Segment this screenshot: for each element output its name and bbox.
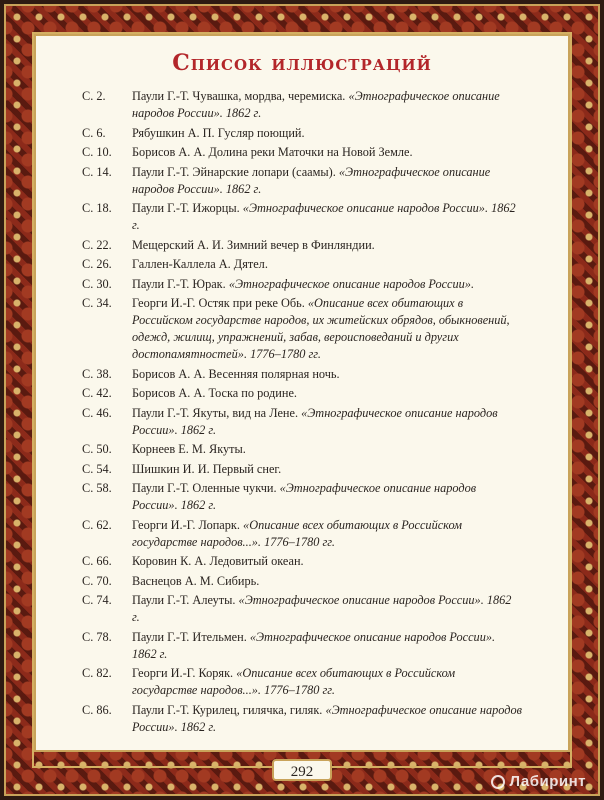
list-item-author-title: Мещерский А. И. Зимний вечер в Финляндии. xyxy=(132,237,375,252)
list-item xyxy=(82,385,522,402)
list-item-source: «Описание всех обитающих в Российском государстве народов, их житейских обрядов, обыкновений, одежд, жилищ, упражнений, забав, вероисповеданий и других достопамятностей». 1776–1780 гг. xyxy=(132,296,510,361)
list-item-text xyxy=(132,480,522,514)
list-item-source: «Этнографическое описание народов России». 1862 г. xyxy=(132,405,498,437)
list-item-text xyxy=(132,256,522,273)
list-item xyxy=(82,629,522,663)
list-item xyxy=(82,237,522,254)
list-item-page: С. 46. xyxy=(82,405,112,420)
list-item-source: «Этнографическое описание народов России». 1862 г. xyxy=(132,629,496,661)
list-item-author-title: Паули Г.-Т. Чувашка, мордва, черемиска. xyxy=(132,89,349,103)
list-item-text xyxy=(132,237,522,254)
list-item-page: С. 42. xyxy=(82,386,112,400)
list-item-page: С. 78. xyxy=(82,629,112,644)
list-item-text xyxy=(132,144,522,161)
list-item xyxy=(82,88,522,122)
list-item xyxy=(82,553,522,570)
list-item-author-title: Корнеев Е. М. Якуты. xyxy=(132,442,246,456)
list-item-source: «Этнографическое описание народов России». 1862 г. xyxy=(132,89,500,120)
list-item-source: «Описание всех обитающих в Российском государстве народов...». 1776–1780 гг. xyxy=(132,517,462,549)
list-item-text xyxy=(132,88,522,122)
list-item xyxy=(82,461,522,478)
list-item xyxy=(82,125,522,142)
list-item-source: «Этнографическое описание народов России». 1862 г. xyxy=(132,164,491,196)
list-item xyxy=(82,573,522,590)
list-item-page: С. 6. xyxy=(82,125,106,140)
list-item xyxy=(82,164,522,198)
list-item-text xyxy=(132,517,522,551)
list-item-page: С. 86. xyxy=(82,702,112,717)
list-item-text xyxy=(132,592,522,626)
list-item-text xyxy=(132,125,522,142)
list-item-text xyxy=(132,553,522,570)
list-item-author-title: Паули Г.-Т. Ижорцы. xyxy=(132,201,243,215)
list-item-text xyxy=(132,164,522,198)
list-item-page: С. 58. xyxy=(82,481,112,495)
list-item-page: С. 54. xyxy=(82,461,112,476)
list-item-author-title: Коровин К. А. Ледовитый океан. xyxy=(132,554,304,568)
list-item-author-title: Паули Г.-Т. Эйнарские лопари (саамы). xyxy=(132,164,339,179)
list-item xyxy=(82,295,522,363)
list-item-text xyxy=(132,385,522,402)
watermark-text: Лабиринт xyxy=(509,773,586,790)
list-item xyxy=(82,441,522,458)
list-item-author-title: Васнецов А. М. Сибирь. xyxy=(132,573,260,588)
list-item-source: «Этнографическое описание народов России». xyxy=(228,276,475,291)
list-item-source: «Этнографическое описание народов России». 1862 г. xyxy=(132,593,512,624)
list-item-page: С. 70. xyxy=(82,573,112,588)
list-item xyxy=(82,276,522,293)
list-item-page: С. 62. xyxy=(82,517,112,532)
page-number: 292 xyxy=(272,759,332,781)
list-item-text xyxy=(132,405,522,439)
list-item-text xyxy=(132,461,522,478)
list-item-page: С. 50. xyxy=(82,442,112,456)
list-item-page: С. 34. xyxy=(82,296,112,310)
illustration-list xyxy=(82,88,522,738)
list-item-page: С. 10. xyxy=(82,145,112,159)
list-item-page: С. 22. xyxy=(82,237,112,252)
list-item-page: С. 2. xyxy=(82,89,106,103)
list-item-text xyxy=(132,702,522,736)
list-item xyxy=(82,592,522,626)
list-item-text xyxy=(132,573,522,590)
list-item-author-title: Рябушкин А. П. Гусляр поющий. xyxy=(132,125,305,140)
list-item xyxy=(82,256,522,273)
list-item-page: С. 30. xyxy=(82,276,112,291)
list-item-source: «Этнографическое описание народов России». 1862 г. xyxy=(132,702,522,734)
list-item-author-title: Паули Г.-Т. Алеуты. xyxy=(132,593,239,607)
list-item-text xyxy=(132,295,522,363)
list-item-page: С. 74. xyxy=(82,593,112,607)
list-item-text xyxy=(132,441,522,458)
list-item-author-title: Паули Г.-Т. Ительмен. xyxy=(132,629,250,644)
list-item-source: «Описание всех обитающих в Российском государстве народов...». 1776–1780 гг. xyxy=(132,666,456,697)
list-item-source: «Этнографическое описание народов России». 1862 г. xyxy=(132,201,516,232)
list-item xyxy=(82,144,522,161)
list-item xyxy=(82,200,522,234)
list-item-text xyxy=(132,366,522,383)
list-item-author-title: Георги И.-Г. Остяк при реке Обь. xyxy=(132,296,308,310)
list-item-page: С. 82. xyxy=(82,666,112,680)
list-item-author-title: Паули Г.-Т. Якуты, вид на Лене. xyxy=(132,405,302,420)
list-item-text xyxy=(132,629,522,663)
list-item xyxy=(82,665,522,699)
list-item-author-title: Галлен-Каллела А. Дятел. xyxy=(132,257,268,271)
list-item-author-title: Паули Г.-Т. Юрак. xyxy=(132,276,229,291)
list-item xyxy=(82,517,522,551)
list-item xyxy=(82,480,522,514)
list-item-page: С. 26. xyxy=(82,257,112,271)
list-item-author-title: Шишкин И. И. Первый снег. xyxy=(132,461,282,476)
list-item xyxy=(82,405,522,439)
list-item-page: С. 18. xyxy=(82,201,112,215)
list-item-source: «Этнографическое описание народов России». 1862 г. xyxy=(132,481,477,512)
list-item-text xyxy=(132,665,522,699)
list-item-author-title: Паули Г.-Т. Оленные чукчи. xyxy=(132,481,280,495)
page-title: Список иллюстраций xyxy=(172,50,432,76)
list-item-author-title: Георги И.-Г. Коряк. xyxy=(132,666,237,680)
list-item-author-title: Паули Г.-Т. Курилец, гилячка, гиляк. xyxy=(132,702,326,717)
list-item-text xyxy=(132,200,522,234)
list-item-text xyxy=(132,276,522,293)
list-item xyxy=(82,366,522,383)
labirint-logo-icon xyxy=(491,775,505,789)
list-item-author-title: Борисов А. А. Весенняя полярная ночь. xyxy=(132,366,340,381)
watermark xyxy=(491,773,586,790)
list-item-author-title: Борисов А. А. Долина реки Маточки на Новой Земле. xyxy=(132,145,413,159)
list-item-page: С. 66. xyxy=(82,554,112,568)
list-item xyxy=(82,702,522,736)
list-item-author-title: Георги И.-Г. Лопарк. xyxy=(132,517,244,532)
list-item-page: С. 38. xyxy=(82,366,112,381)
list-item-page: С. 14. xyxy=(82,164,112,179)
list-item-author-title: Борисов А. А. Тоска по родине. xyxy=(132,386,297,400)
